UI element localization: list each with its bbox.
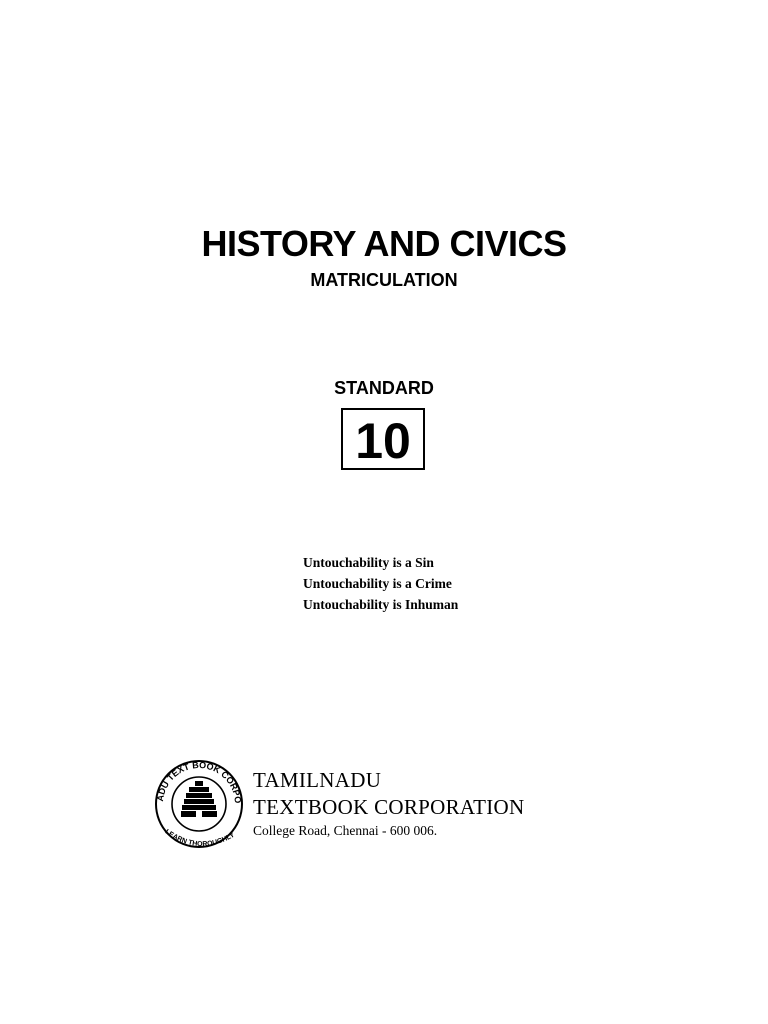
standard-number-box: 10 (341, 408, 425, 470)
svg-text:TAMIL NADU TEXT BOOK CORPORATI: ADU TEXT BOOK CORPO (155, 759, 244, 804)
book-subtitle: MATRICULATION (310, 270, 458, 290)
publisher-name-line2: TEXTBOOK CORPORATION (253, 795, 525, 819)
publisher-logo (153, 758, 245, 858)
pledge-line: Untouchability is Inhuman (303, 597, 459, 612)
untouchability-pledge (303, 552, 458, 615)
standard-label: STANDARD (334, 378, 434, 398)
pledge-line: Untouchability is a Sin (303, 555, 434, 570)
pledge-line: Untouchability is a Crime (303, 576, 452, 591)
publisher-name (253, 767, 524, 821)
svg-text:LEARN THOROUGHLY: LEARN THOROUGHLY (163, 828, 236, 849)
corporation-seal-icon (153, 758, 245, 858)
publisher-name-line1: TAMILNADU (253, 768, 382, 792)
publisher-address: College Road, Chennai - 600 006. (253, 823, 438, 838)
book-title: HISTORY AND CIVICS (201, 223, 567, 264)
